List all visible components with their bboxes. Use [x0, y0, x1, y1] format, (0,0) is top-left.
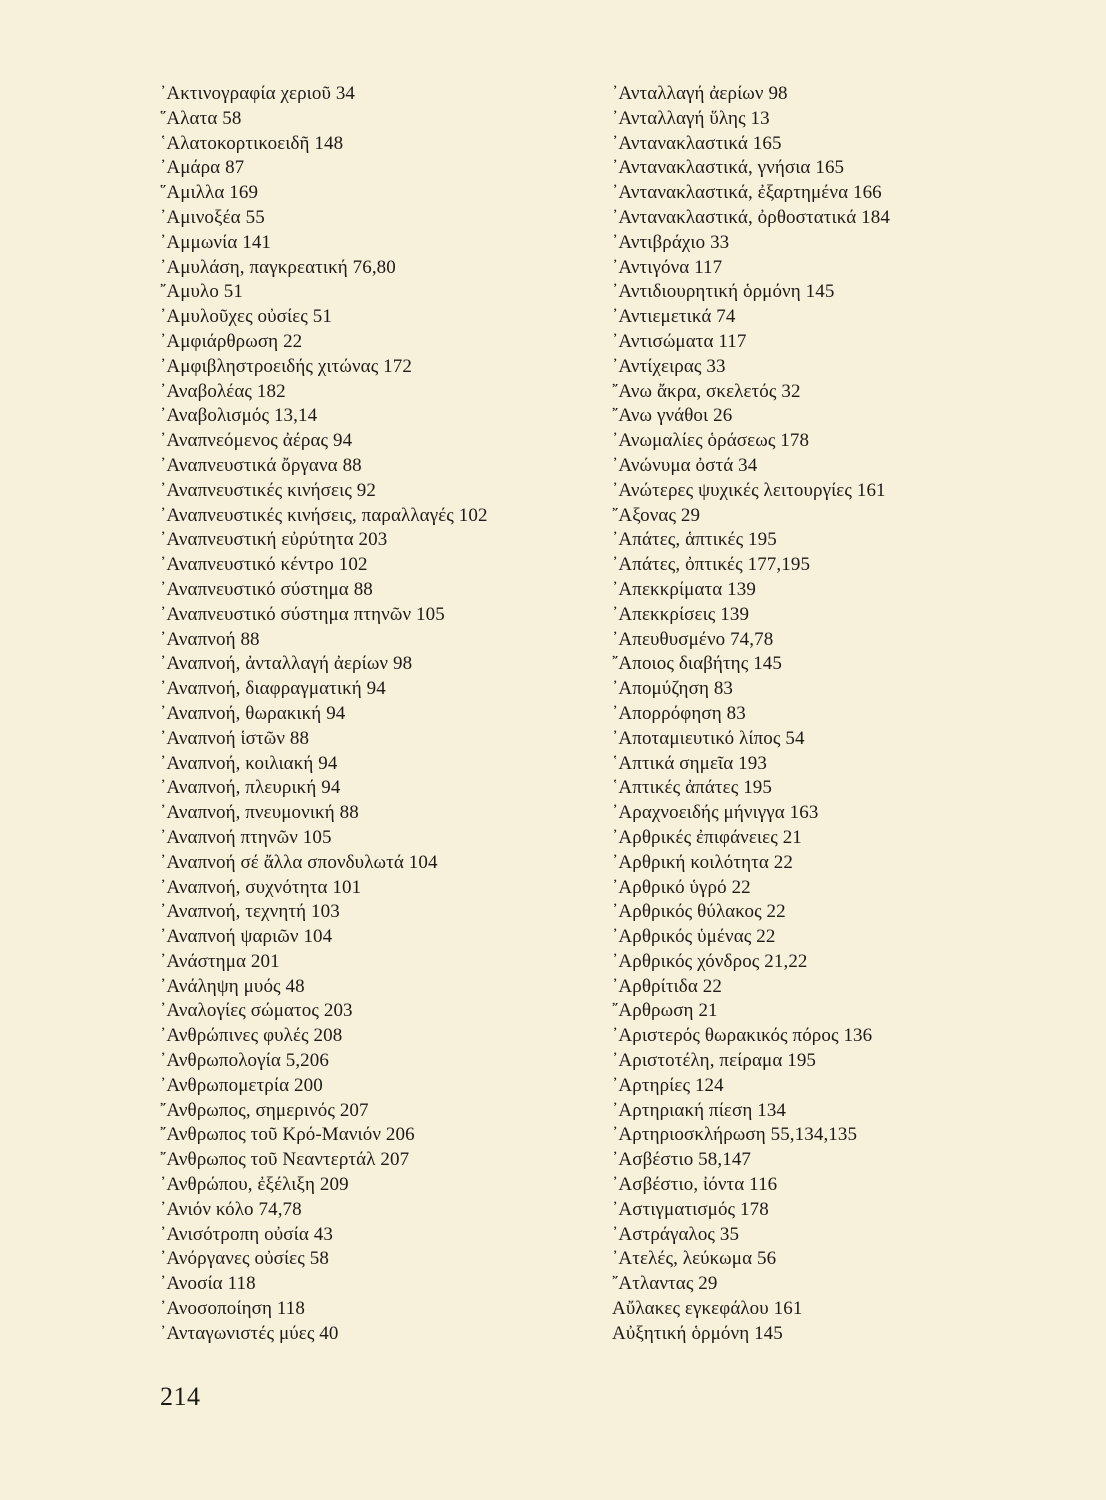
index-entry: ᾿Ανιόν κόλο 74,78 [160, 1198, 302, 1220]
index-entry: Αὔλακες εγκεφάλου 161 [612, 1298, 803, 1320]
index-entry: ῎Ανθρωπος τοῦ Νεαντερτάλ 207 [160, 1149, 410, 1171]
index-entry: ᾿Απεκκρίσεις 139 [612, 603, 750, 625]
index-entry: ῎Αμυλο 51 [160, 281, 244, 303]
index-entry: ᾿Αντανακλαστικά, γνήσια 165 [612, 157, 845, 179]
index-entry: ᾿Αναπνοή πτηνῶν 105 [160, 826, 332, 848]
index-entry: ᾿Αμινοξέα 55 [160, 206, 265, 228]
index-entry: ᾿Αντιεμετικά 74 [612, 306, 736, 328]
index-entry: ᾿Ασβέστιο, ἰόντα 116 [612, 1174, 778, 1196]
index-entry: ᾿Αναπνοή, ἀνταλλαγή ἀερίων 98 [160, 653, 413, 675]
index-entry: ᾿Αρθρικός θύλακος 22 [612, 901, 786, 923]
index-entry: ᾿Αναβολέας 182 [160, 380, 286, 402]
index-entry: ᾿Ανάληψη μυός 48 [160, 975, 305, 997]
index-entry: ᾿Αραχνοειδής μήνιγγα 163 [612, 802, 819, 824]
index-entry: ᾿Αμυλάση, παγκρεατική 76,80 [160, 256, 396, 278]
index-entry: ᾿Αναπνοή σέ ἄλλα σπονδυλωτά 104 [160, 851, 438, 873]
index-entry: ᾿Ανώνυμα ὀστά 34 [612, 454, 758, 476]
index-entry: ᾿Αρθρικό ὑγρό 22 [612, 876, 751, 898]
index-entry: ᾿Αντανακλαστικά, ἐξαρτημένα 166 [612, 182, 882, 204]
index-entry: ᾿Αναπνοή, συχνότητα 101 [160, 876, 362, 898]
index-entry: ᾿Ανώτερες ψυχικές λειτουργίες 161 [612, 479, 886, 501]
index-entry: ᾿Αναπνοή 88 [160, 628, 260, 650]
index-entry: ῞Αμιλλα 169 [160, 182, 259, 204]
index-entry: ᾿Αρθρίτιδα 22 [612, 975, 722, 997]
index-entry: ᾿Ανωμαλίες ὁράσεως 178 [612, 430, 810, 452]
index-entry: ᾿Ανθρωπομετρία 200 [160, 1074, 323, 1096]
index-entry: ᾿Ατελές, λεύκωμα 56 [612, 1248, 777, 1270]
index-entry: ᾿Απεκκρίματα 139 [612, 578, 756, 600]
index-entry: ᾿Ανταλλαγή ἀερίων 98 [612, 83, 788, 104]
index-entry: ᾿Αρθρικός ὑμένας 22 [612, 926, 776, 948]
index-entry: ᾿Απευθυσμένο 74,78 [612, 628, 774, 650]
index-entry: ᾿Αμυλοῦχες οὐσίες 51 [160, 306, 332, 328]
index-entry: ᾿Αμφιβληστροειδής χιτώνας 172 [160, 355, 412, 377]
index-entry: ᾿Αντίχειρας 33 [612, 355, 726, 377]
index-entry: ᾿Αναπνοή, τεχνητή 103 [160, 901, 340, 923]
index-entry: ᾿Αμάρα 87 [160, 157, 245, 179]
index-entry: ῎Αρθρωση 21 [612, 1000, 718, 1022]
index-entry: ᾿Αντιδιουρητική ὁρμόνη 145 [612, 281, 835, 303]
index-entry: ᾿Αμφιάρθρωση 22 [160, 330, 303, 352]
index-entry: ᾿Αποταμιευτικό λίπος 54 [612, 727, 805, 749]
index-entry: ᾿Ανάστημα 201 [160, 950, 280, 972]
index-entry: ῎Αξονας 29 [612, 504, 701, 526]
index-entry: ᾿Ανθρωπολογία 5,206 [160, 1050, 329, 1072]
index-entry: ᾿Αντιβράχιο 33 [612, 231, 730, 253]
index-entry: ᾿Αναπνευστικό σύστημα 88 [160, 578, 373, 600]
index-entry: ᾿Απάτες, ὀπτικές 177,195 [612, 554, 811, 576]
index-entry: ᾿Αμμωνία 141 [160, 231, 272, 253]
index-entry: ᾿Αναβολισμός 13,14 [160, 405, 318, 427]
index-entry: ᾿Αναλογίες σώματος 203 [160, 1000, 353, 1022]
index-entry: ᾿Αριστοτέλη, πείραμα 195 [612, 1050, 817, 1072]
index-entry: ᾿Αναπνοή, διαφραγματική 94 [160, 678, 386, 700]
index-entry: ῎Ατλαντας 29 [612, 1273, 718, 1295]
index-entry: ᾿Απομύζηση 83 [612, 678, 734, 700]
index-entry: ᾿Αναπνοή, πνευμονική 88 [160, 802, 359, 824]
index-entry: ᾿Ανθρώπου, ἐξέλιξη 209 [160, 1174, 349, 1196]
index-entry: ῞Αλατα 58 [160, 107, 242, 129]
index-entry: ᾿Αντισώματα 117 [612, 330, 747, 352]
index-entry: ῾Αλατοκορτικοειδῆ 148 [160, 132, 344, 154]
index-entry: ᾿Αρθρικός χόνδρος 21,22 [612, 950, 808, 972]
index-column-left [160, 82, 590, 1347]
index-entry: ᾿Ακτινογραφία χεριοῦ 34 [160, 83, 356, 104]
index-entry: ᾿Αντανακλαστικά, ὀρθοστατικά 184 [612, 206, 890, 228]
index-entry: ᾿Απάτες, ἁπτικές 195 [612, 529, 777, 551]
index-entry: ᾿Αριστερός θωρακικός πόρος 136 [612, 1025, 873, 1047]
index-entry: ᾿Αρτηρίες 124 [612, 1074, 724, 1096]
index-entry: ᾿Απορρόφηση 83 [612, 702, 746, 724]
index-entry: ᾿Αναπνευστικό κέντρο 102 [160, 554, 368, 576]
index-entry: ᾿Αναπνευστικά ὄργανα 88 [160, 454, 362, 476]
index-entry: ᾿Αναπνευστικές κινήσεις, παραλλαγές 102 [160, 504, 488, 526]
index-entry: ᾿Αρθρική κοιλότητα 22 [612, 851, 793, 873]
index-entry: ῎Ανω ἄκρα, σκελετός 32 [612, 380, 801, 402]
index-entry: ᾿Αναπνοή ψαριῶν 104 [160, 926, 333, 948]
index-entry: ῾Απτικά σημεῖα 193 [612, 752, 767, 774]
index-entry: ᾿Αναπνεόμενος ἀέρας 94 [160, 430, 353, 452]
index-entry: ᾿Αναπνευστική εὐρύτητα 203 [160, 529, 388, 551]
index-entry: ᾿Ανισότροπη οὐσία 43 [160, 1223, 333, 1245]
index-entry: ᾿Αναπνοή, πλευρική 94 [160, 777, 341, 799]
index-entry: ᾿Αναπνοή, κοιλιακή 94 [160, 752, 338, 774]
index-entry: ᾿Αναπνοή, θωρακική 94 [160, 702, 346, 724]
index-entry: ᾿Αναπνευστικό σύστημα πτηνῶν 105 [160, 603, 445, 625]
index-entry: Αὐξητική ὁρμόνη 145 [612, 1322, 783, 1344]
index-entry: ᾿Αστιγματισμός 178 [612, 1198, 769, 1220]
index-entry: ᾿Ανοσοποίηση 118 [160, 1298, 305, 1320]
page-number: 214 [160, 1382, 201, 1411]
index-entry: ᾿Αντιγόνα 117 [612, 256, 723, 278]
index-entry: ᾿Ανόργανες οὐσίες 58 [160, 1248, 329, 1270]
index-entry: ῾Απτικές ἀπάτες 195 [612, 777, 773, 799]
index-entry: ᾿Αρτηριακή πίεση 134 [612, 1099, 787, 1121]
index-entry: ῎Αποιος διαβήτης 145 [612, 653, 782, 675]
index-entry: ᾿Ανθρώπινες φυλές 208 [160, 1025, 343, 1047]
index-entry: ᾿Αναπνευστικές κινήσεις 92 [160, 479, 376, 501]
index-entry: ᾿Ανοσία 118 [160, 1273, 256, 1295]
index-entry: ᾿Αρτηριοσκλήρωση 55,134,135 [612, 1124, 858, 1146]
index-entry: ῎Ανω γνάθοι 26 [612, 405, 733, 427]
index-column-right [612, 82, 1082, 1347]
index-entry: ῎Ανθρωπος τοῦ Κρό-Μανιόν 206 [160, 1124, 415, 1146]
index-entry: ᾿Ασβέστιο 58,147 [612, 1149, 752, 1171]
index-entry: ᾿Αντανακλαστικά 165 [612, 132, 782, 154]
index-entry: ᾿Ανταγωνιστές μύες 40 [160, 1322, 339, 1344]
index-entry: ᾿Αρθρικές ἐπιφάνειες 21 [612, 826, 802, 848]
index-entry: ᾿Αστράγαλος 35 [612, 1223, 740, 1245]
index-entry: ᾿Ανταλλαγή ὕλης 13 [612, 107, 770, 129]
index-entry: ᾿Αναπνοή ἱστῶν 88 [160, 727, 310, 749]
index-entry: ῎Ανθρωπος, σημερινός 207 [160, 1099, 369, 1121]
